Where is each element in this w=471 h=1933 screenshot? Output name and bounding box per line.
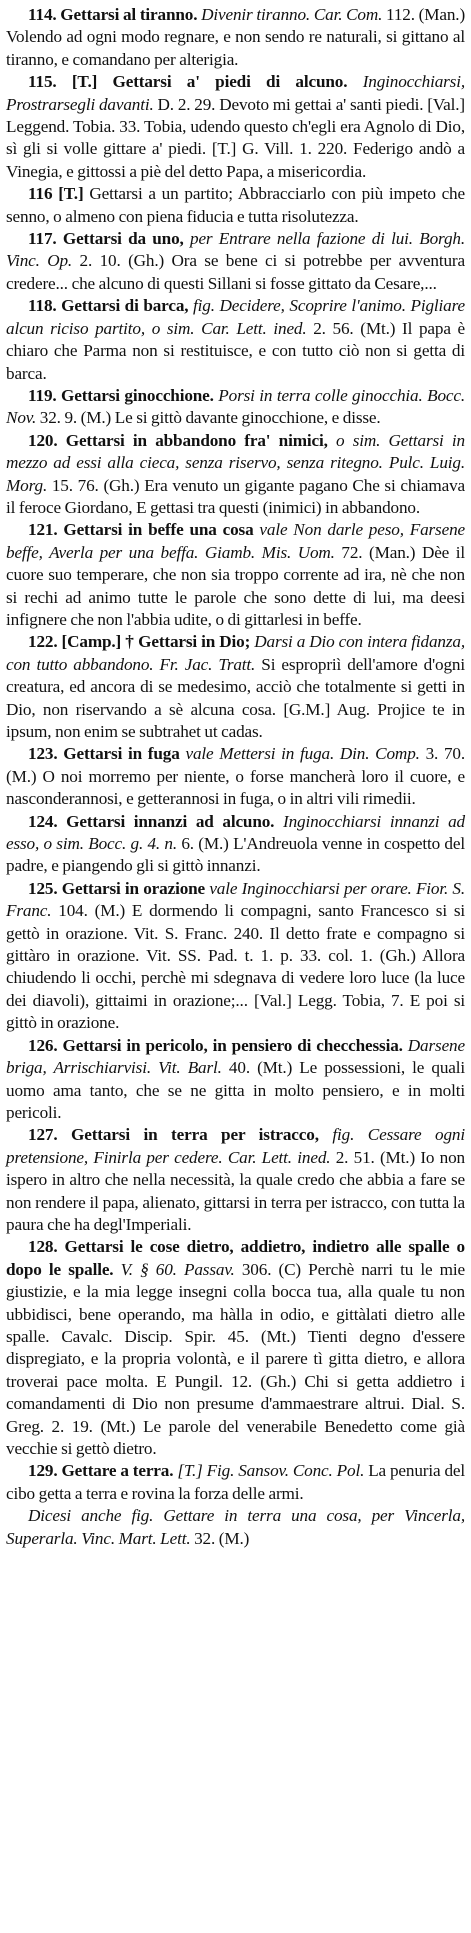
entry-headword: 119. Gettarsi ginocchione. — [28, 385, 214, 405]
entry-body: 6. (M.) L'Andreuola venne in cospetto del padre, e piangendo gli si gittò innanzi. — [6, 834, 465, 876]
entry-headword: 115. [T.] Gettarsi a' piedi di alcuno. — [28, 72, 348, 92]
entry-body: 112. (Man.) Volendo ad ogni modo regnare, e non sendo re naturali, si gittano al tiranno, e comandano per alterigia. — [6, 5, 466, 69]
entry-headword: 124. Gettarsi innanzi ad alcuno. — [28, 811, 275, 831]
entry-headword: 129. Gettare a terra. — [28, 1461, 174, 1481]
entry-headword: 114. Gettarsi al tiranno. — [28, 5, 198, 24]
entry-gloss: Divenir tiranno. Car. Com. — [201, 5, 383, 24]
entry-body: 104. (M.) E dormendo li compagni, santo Francesco si si gettò in orazione. Vit. S. Franc. 240. Il detto frate e compagno si gittàro in orazione. Vit. SS. Pad. t. 1. p. 33. col. 1. (Gh.) Allora chiudendo li occhi, perchè mi sdegnava di vedere loro luce (la luce dei diavoli), gittaimi in orazione;... [Val.] Legg. Tobia, 7. E poi si gittò in orazione. — [6, 901, 465, 1033]
entry-headword: 123. Gettarsi in fuga — [28, 744, 180, 764]
dictionary-entry-114 — [6, 4, 465, 71]
dictionary-entry-117 — [6, 228, 465, 295]
entry-gloss: o sim. Gettarsi in mezzo ad essi alla cieca, senza riservo, senza ritegno. Pulc. Luig. Morg. — [6, 430, 465, 495]
dictionary-entry-125 — [6, 878, 465, 1035]
entry-headword: 117. Gettarsi da uno, — [28, 229, 184, 249]
dictionary-entry-118 — [6, 295, 465, 385]
entry-body: 3. 70. (M.) O noi morremo per niente, o forse mancherà loro il cuore, e nasconderannosi, e getterannosi in fuga, o in altri vili rimedii. — [6, 744, 465, 809]
entry-gloss: Dicesi anche fig. Gettare in terra una cosa, per Vincerla, Superarla. Vinc. Mart. Lett. — [6, 1506, 465, 1548]
entry-headword: 128. Gettarsi le cose dietro, addietro, indietro alle spalle o dopo le spalle. — [6, 1237, 465, 1279]
entry-gloss: [T.] Fig. Sansov. Conc. Pol. — [177, 1461, 365, 1481]
dictionary-entry-116 — [6, 183, 465, 228]
entry-body: 2. 51. (Mt.) Io non ispero in altro che nella necessità, la quale credo che abbia a fare se non rendere il papa, alienato, gittarsi in terra per istracco, con tutta la paura che ha degl'Imperiali. — [6, 1147, 465, 1234]
dictionary-entry-119 — [6, 385, 465, 430]
entry-gloss: fig. Cessare ogni pretensione, Finirla per cedere. Car. Lett. ined. — [6, 1125, 465, 1167]
entry-gloss: Darsi a Dio con intera fidanza, con tutto abbandono. Fr. Jac. Tratt. — [6, 632, 466, 674]
entry-gloss: Inginocchiarsi innanzi ad esso, o sim. Bocc. g. 4. n. — [6, 811, 465, 854]
entry-body: 32. 9. (M.) Le si gittò davante ginocchione, e disse. — [36, 408, 381, 428]
dictionary-entry-126 — [6, 1035, 465, 1125]
entry-body: D. 2. 29. Devoto mi gettai a' santi piedi. [Val.] Leggend. Tobia. 33. Tobia, udendo questo ch'egli era Agnolo di Dio, sì gli si volle gittare a' piedi. [T.] G. Vill. 1. 220. Federigo andò a Vinegia, e gittossi a piè del detto Papa, a misericordia. — [6, 94, 466, 181]
entry-body: 2. 56. (Mt.) Il papa è chiaro che Parma non si restituisce, e con tutto ciò non si getta di barca. — [6, 318, 465, 383]
entry-headword: 126. Gettarsi in pericolo, in pensiero di checchessia. — [28, 1035, 403, 1055]
entry-body: La penuria del cibo getta a terra e rovina la forza delle armi. — [6, 1461, 465, 1503]
entry-gloss: vale Mettersi in fuga. Din. Comp. — [185, 744, 420, 764]
entry-gloss: per Entrare nella fazione di lui. Borgh. Vinc. Op. — [6, 229, 465, 271]
dictionary-entry-123 — [6, 743, 465, 810]
dictionary-entry-128 — [6, 1236, 465, 1460]
entry-gloss: vale Inginocchiarsi per orare. Fior. S. Franc. — [6, 878, 466, 921]
entry-headword: 125. Gettarsi in orazione — [28, 878, 206, 898]
entry-headword: 121. Gettarsi in beffe una cosa — [28, 520, 254, 540]
dictionary-entry-121 — [6, 519, 465, 631]
entry-body: 32. (M.) — [190, 1528, 250, 1548]
entry-body: Gettarsi a un partito; Abbracciarlo con più impeto che senno, o almeno con piena fiducia e tutta risolutezza. — [6, 184, 465, 226]
dictionary-entry-129 — [6, 1460, 465, 1505]
entry-headword: 118. Gettarsi di barca, — [28, 296, 189, 316]
entry-gloss: vale Non darle peso, Farsene beffe, Averla per una beffa. Giamb. Mis. Uom. — [6, 520, 465, 562]
entry-body: 2. 10. (Gh.) Ora se bene ci si potrebbe per avventura credere... che alcuno di questi Sillani si fosse gittato da Cesare,... — [6, 251, 465, 293]
entry-body: 40. (Mt.) Le possessioni, le quali uomo ama tanto, che se ne gitta in molto pensiero, e in molti pericoli. — [6, 1058, 465, 1122]
dictionary-entry-129b — [6, 1505, 465, 1550]
entry-body: 306. (C) Perchè narri tu le mie giustizie, e la mia legge insegni colla bocca tua, alla quale tu non ubbidisci, bene operando, ma hàlla in odio, e gittàlati dietro alle spalle. Cavalc. Discip. Spir. 45. (Mt.) Tienti degno d'essere dispregiato, e la propria volontà, e il parere tì gitta dietro, e allora troverai pace molta. E Pungil. 12. (Gh.) Chi si getta addietro i comandamenti di Dio non presume d'ammaestrare altrui. Dial. S. Greg. 2. 19. (Mt.) Le parole del venerabile Benedetto come già vecchie si gettò dietro. — [6, 1259, 465, 1458]
entry-body: Si espropriì dell'amore d'ogni creatura, ed ancora di se medesimo, acciò che totalmente si getti in Dio, non riservando a sè alcuna cosa. [G.M.] Aug. Projice te in ipsum, non enim se subtrahet ut cadas. — [6, 654, 465, 741]
entry-headword: 116 [T.] — [28, 184, 84, 204]
entry-gloss: fig. Decidere, Scoprire l'animo. Pigliare alcun riciso partito, o sim. Car. Lett. ined. — [6, 296, 465, 338]
dictionary-entry-115 — [6, 71, 465, 183]
entry-body: 72. (Man.) Dèe il cuore suo temperare, che non sia troppo corrente ad ira, nè che non si rechi ad animo tutte le parole che sono dette di lui, ma deesi infignere che non l'abbia udite, o di gittarlesi in beffe. — [6, 542, 465, 629]
dictionary-entry-122 — [6, 631, 465, 743]
entry-headword: 120. Gettarsi in abbandono fra' nimici, — [28, 430, 328, 450]
dictionary-entry-127 — [6, 1124, 465, 1236]
entries-list — [6, 4, 465, 1550]
entry-body: 15. 76. (Gh.) Era venuto un gigante pagano Che si chiamava il feroce Giordano, E gettasi tra questi (inimici) in abbandono. — [6, 475, 465, 517]
dictionary-entry-124 — [6, 811, 465, 878]
entry-gloss: Porsi in terra colle ginocchia. Bocc. Nov. — [6, 385, 465, 428]
entry-gloss: V. § 60. Passav. — [120, 1259, 235, 1279]
dictionary-entry-120 — [6, 430, 465, 520]
entry-headword: 122. [Camp.] † Gettarsi in Dio; — [28, 632, 251, 652]
entry-gloss: Darsene briga, Arrischiarvisi. Vit. Barl. — [6, 1035, 465, 1078]
entry-gloss: Inginocchiarsi, Prostrarsegli davanti. — [6, 72, 465, 114]
entry-headword: 127. Gettarsi in terra per istracco, — [28, 1125, 319, 1145]
